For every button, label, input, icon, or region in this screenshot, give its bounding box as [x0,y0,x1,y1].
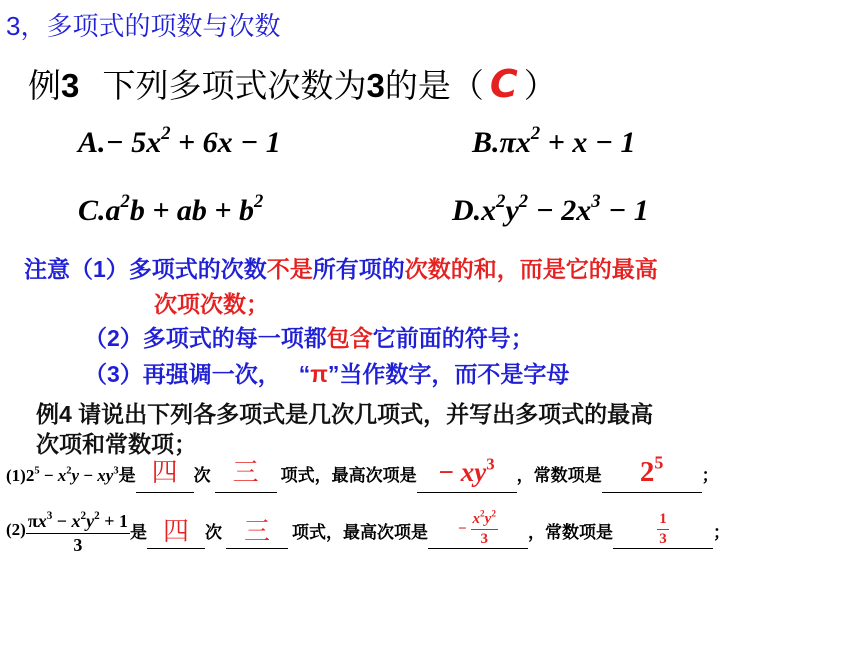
q1-text: 是 [118,466,136,485]
option-b-expr: $\pi x^2 + x - 1$ [499,122,636,159]
q1-text: 次 [193,466,211,485]
note-emphasis: 不是 [266,256,313,282]
option-b-label: B. [472,126,500,159]
example4-question [36,396,653,429]
note-text: 它前面的符号； [372,325,534,351]
note-prefix: 注意（ [24,256,93,282]
option-d-expr: $x^2y^2 - 2x^3 - 1$ [481,190,649,227]
q2-highest-sign: − [457,521,467,537]
q2-denominator: 3 [73,534,83,555]
section-title: 3，多项式的项数与次数 [6,11,281,41]
option-c [78,190,264,228]
example3-text-c: ） [523,67,557,104]
q1-terms-answer: 三 [215,452,277,493]
example3-prefix: 例 [28,67,61,104]
note-paren: （ [84,325,107,351]
option-a-label: A. [78,126,106,159]
example4-prefix: 例 [36,401,59,427]
example3-text: 下列多项式次数为 [102,67,367,104]
q1-text: 项式，最高次项是 [280,466,417,485]
q2-text: 项式，最高次项是 [291,522,428,542]
q2-constant-denominator: 3 [659,531,667,547]
q2-label: (2) [6,520,26,539]
example4-number: 4 [59,401,72,427]
option-c-label: C. [78,194,106,227]
note-number-2: 2 [107,325,120,351]
q2-constant-numerator: 1 [657,511,669,530]
option-b [472,122,636,160]
note-quote: ” [327,361,340,387]
note-line-1 [24,251,658,284]
note-paren: （ [84,361,107,387]
q1-degree-answer: 四 [136,452,194,493]
note-line-3 [84,356,569,389]
q2-numerator: $\pi x^3 - x^2y^2 + 1$ [26,511,130,534]
option-d-label: D. [452,194,482,227]
q2-end: ； [712,522,730,542]
question-1 [6,452,719,492]
q1-end: ； [701,466,719,485]
example3-degree: 3 [366,67,385,104]
q1-constant-answer: $2^5$ [602,452,702,493]
note-paren: ） [105,256,129,282]
note-text: 多项式的次数 [128,256,267,282]
option-a-expr: − $5x^2 + 6x - 1$ [105,122,281,159]
note-quote: “ [298,361,311,387]
example4-text: 请说出下列各多项式是几次几项式，并写出多项式的最高 [71,401,654,427]
example3-number: 3 [61,67,80,104]
note-text: 当作数字，而不是字母 [339,361,570,387]
note-number-3: 3 [107,361,120,387]
option-c-expr: $a^2b$ + ab + $b^2$ [105,190,264,227]
example3-text-b: 的是（ [384,67,484,104]
q1-text: ，常数项是 [516,466,602,485]
note-text: ）再强调一次， [119,361,281,387]
example4-question-cont: 次项和常数项； [36,431,197,457]
example3-question [28,60,557,107]
q2-highest-denominator: 3 [480,531,488,547]
note-line-1-cont: 次项次数； [154,291,269,317]
example3-answer: C [489,62,518,106]
note-emphasis: 包含 [326,325,373,351]
q2-highest-term-answer [428,511,528,549]
q2-expression [26,511,130,556]
note-emphasis: ，而是它的最高 [496,256,658,282]
note-text: 所有项的 [312,256,405,282]
note-text: ）多项式的每一项都 [119,325,327,351]
q2-highest-numerator: $x^2y^2$ [471,511,498,530]
q2-text: 次 [204,522,222,542]
option-d [452,190,649,228]
q2-text: ，常数项是 [527,522,613,542]
q1-expression: $2^5 - x^2y - xy^3$ [25,465,119,485]
question-2 [6,500,730,560]
q1-label: (1) [6,466,26,485]
pi-symbol: π [310,361,328,387]
note-line-2 [84,320,534,353]
q2-terms-answer: 三 [226,511,288,549]
q2-text: 是 [129,522,147,542]
option-a [78,122,281,160]
q1-highest-term-answer: − $xy^3$ [417,452,517,493]
note-number-1: 1 [93,256,106,282]
note-emphasis: 次数的和 [404,256,497,282]
q2-constant-answer [613,511,713,549]
q2-degree-answer: 四 [147,511,205,549]
